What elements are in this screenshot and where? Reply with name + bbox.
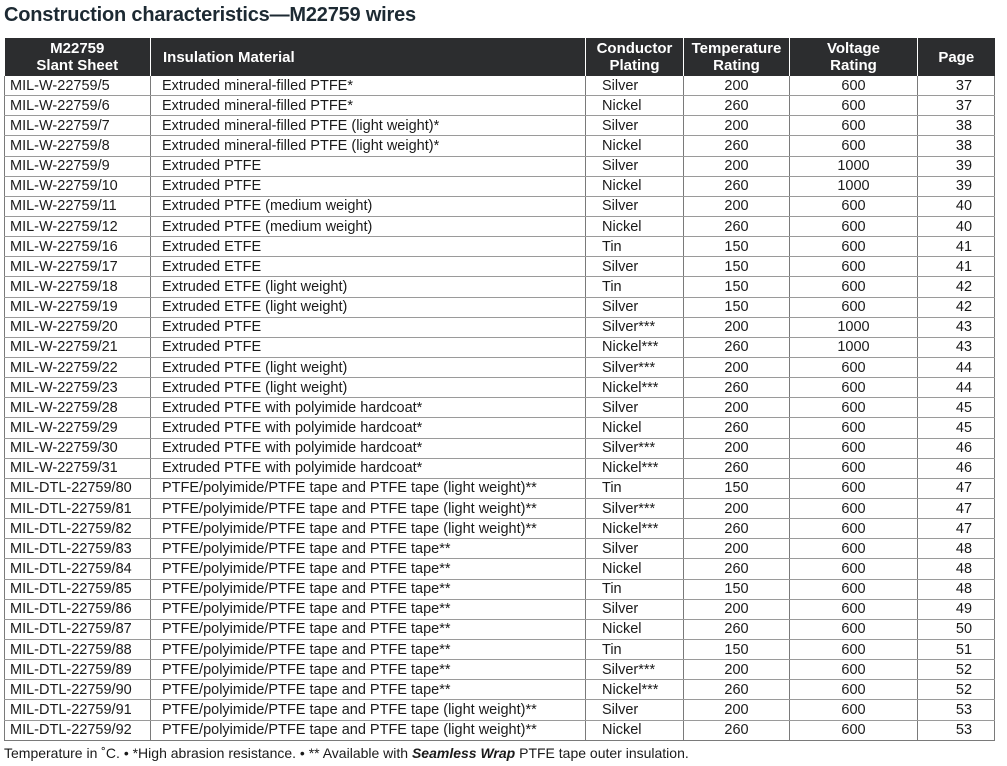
page-cell: 45 — [918, 418, 995, 438]
temperature-rating-cell: 260 — [684, 136, 790, 156]
slant-sheet-cell: MIL-W-22759/21 — [5, 337, 151, 357]
slant-sheet-cell: MIL-DTL-22759/92 — [5, 720, 151, 740]
header-plating-line1: Conductor — [596, 40, 673, 57]
page-cell: 46 — [918, 438, 995, 458]
conductor-plating-cell: Silver — [586, 257, 684, 277]
conductor-plating-cell: Nickel — [586, 216, 684, 236]
insulation-material-cell: Extruded PTFE with polyimide hardcoat* — [151, 418, 586, 438]
slant-sheet-cell: MIL-W-22759/18 — [5, 277, 151, 297]
table-row — [5, 720, 995, 740]
insulation-material-cell: Extruded PTFE (light weight) — [151, 378, 586, 398]
slant-sheet-cell: MIL-DTL-22759/88 — [5, 639, 151, 659]
table-row — [5, 196, 995, 216]
slant-sheet-cell: MIL-W-22759/7 — [5, 116, 151, 136]
page-cell: 52 — [918, 680, 995, 700]
table-row — [5, 579, 995, 599]
table-row — [5, 136, 995, 156]
conductor-plating-cell: Silver — [586, 196, 684, 216]
slant-sheet-cell: MIL-W-22759/23 — [5, 378, 151, 398]
page-title: Construction characteristics—M22759 wires — [4, 4, 416, 26]
insulation-material-cell: Extruded PTFE — [151, 337, 586, 357]
temperature-rating-cell: 150 — [684, 639, 790, 659]
insulation-material-cell: PTFE/polyimide/PTFE tape and PTFE tape** — [151, 680, 586, 700]
page-cell: 47 — [918, 478, 995, 498]
page-cell: 40 — [918, 196, 995, 216]
temperature-rating-cell: 200 — [684, 438, 790, 458]
voltage-rating-cell: 600 — [790, 216, 918, 236]
insulation-material-cell: Extruded mineral-filled PTFE (light weight)* — [151, 136, 586, 156]
voltage-rating-cell: 600 — [790, 398, 918, 418]
header-voltage-rating — [790, 38, 918, 76]
construction-table — [4, 38, 995, 741]
voltage-rating-cell: 1000 — [790, 156, 918, 176]
conductor-plating-cell: Silver — [586, 76, 684, 96]
page-cell: 53 — [918, 700, 995, 720]
slant-sheet-cell: MIL-W-22759/28 — [5, 398, 151, 418]
slant-sheet-cell: MIL-W-22759/31 — [5, 458, 151, 478]
conductor-plating-cell: Nickel*** — [586, 680, 684, 700]
table-row — [5, 116, 995, 136]
table-row — [5, 398, 995, 418]
slant-sheet-cell: MIL-DTL-22759/86 — [5, 599, 151, 619]
temperature-rating-cell: 260 — [684, 337, 790, 357]
insulation-material-cell: Extruded PTFE with polyimide hardcoat* — [151, 438, 586, 458]
page-cell: 45 — [918, 398, 995, 418]
table-row — [5, 96, 995, 116]
voltage-rating-cell: 600 — [790, 579, 918, 599]
page-cell: 48 — [918, 579, 995, 599]
voltage-rating-cell: 600 — [790, 559, 918, 579]
table-row — [5, 418, 995, 438]
page-cell: 40 — [918, 216, 995, 236]
conductor-plating-cell: Nickel — [586, 619, 684, 639]
conductor-plating-cell: Tin — [586, 579, 684, 599]
insulation-material-cell: Extruded mineral-filled PTFE* — [151, 96, 586, 116]
slant-sheet-cell: MIL-W-22759/16 — [5, 237, 151, 257]
table-row — [5, 76, 995, 96]
page-cell: 48 — [918, 559, 995, 579]
insulation-material-cell: PTFE/polyimide/PTFE tape and PTFE tape (light weight)** — [151, 478, 586, 498]
insulation-material-cell: Extruded PTFE — [151, 317, 586, 337]
table-row — [5, 519, 995, 539]
conductor-plating-cell: Nickel — [586, 176, 684, 196]
temperature-rating-cell: 260 — [684, 96, 790, 116]
table-row — [5, 317, 995, 337]
temperature-rating-cell: 150 — [684, 237, 790, 257]
table-row — [5, 257, 995, 277]
conductor-plating-cell: Nickel*** — [586, 337, 684, 357]
conductor-plating-cell: Silver*** — [586, 660, 684, 680]
temperature-rating-cell: 260 — [684, 378, 790, 398]
table-row — [5, 559, 995, 579]
conductor-plating-cell: Nickel — [586, 559, 684, 579]
insulation-material-cell: Extruded PTFE with polyimide hardcoat* — [151, 458, 586, 478]
voltage-rating-cell: 600 — [790, 438, 918, 458]
conductor-plating-cell: Tin — [586, 639, 684, 659]
conductor-plating-cell: Nickel*** — [586, 519, 684, 539]
slant-sheet-cell: MIL-W-22759/29 — [5, 418, 151, 438]
page-cell: 50 — [918, 619, 995, 639]
voltage-rating-cell: 1000 — [790, 337, 918, 357]
temperature-rating-cell: 200 — [684, 196, 790, 216]
table-row — [5, 700, 995, 720]
table-row — [5, 438, 995, 458]
table-row — [5, 337, 995, 357]
table-row — [5, 216, 995, 236]
table-row — [5, 458, 995, 478]
table-row — [5, 680, 995, 700]
voltage-rating-cell: 600 — [790, 599, 918, 619]
header-page: Page — [918, 38, 995, 76]
voltage-rating-cell: 600 — [790, 478, 918, 498]
slant-sheet-cell: MIL-W-22759/6 — [5, 96, 151, 116]
conductor-plating-cell: Silver — [586, 700, 684, 720]
slant-sheet-cell: MIL-DTL-22759/84 — [5, 559, 151, 579]
conductor-plating-cell: Nickel — [586, 136, 684, 156]
slant-sheet-cell: MIL-DTL-22759/85 — [5, 579, 151, 599]
slant-sheet-cell: MIL-W-22759/10 — [5, 176, 151, 196]
header-temperature-rating — [684, 38, 790, 76]
insulation-material-cell: Extruded PTFE — [151, 176, 586, 196]
conductor-plating-cell: Nickel — [586, 720, 684, 740]
page-cell: 47 — [918, 519, 995, 539]
header-temperature-line1: Temperature — [691, 40, 782, 57]
insulation-material-cell: PTFE/polyimide/PTFE tape and PTFE tape (light weight)** — [151, 720, 586, 740]
temperature-rating-cell: 260 — [684, 720, 790, 740]
voltage-rating-cell: 600 — [790, 498, 918, 518]
slant-sheet-cell: MIL-DTL-22759/90 — [5, 680, 151, 700]
insulation-material-cell: Extruded ETFE — [151, 257, 586, 277]
slant-sheet-cell: MIL-W-22759/12 — [5, 216, 151, 236]
insulation-material-cell: PTFE/polyimide/PTFE tape and PTFE tape** — [151, 619, 586, 639]
page-cell: 44 — [918, 378, 995, 398]
table-header-row — [5, 38, 995, 76]
header-slant-line1: M22759 — [50, 40, 105, 57]
table-body — [5, 76, 995, 740]
slant-sheet-cell: MIL-W-22759/11 — [5, 196, 151, 216]
temperature-rating-cell: 200 — [684, 660, 790, 680]
temperature-rating-cell: 260 — [684, 559, 790, 579]
temperature-rating-cell: 150 — [684, 257, 790, 277]
header-temperature-line2: Rating — [713, 57, 760, 74]
footnote-emphasis: Seamless Wrap — [411, 745, 516, 761]
page-cell: 48 — [918, 539, 995, 559]
table-row — [5, 297, 995, 317]
temperature-rating-cell: 260 — [684, 680, 790, 700]
voltage-rating-cell: 600 — [790, 458, 918, 478]
header-insulation-material: Insulation Material — [151, 38, 586, 76]
insulation-material-cell: Extruded PTFE with polyimide hardcoat* — [151, 398, 586, 418]
temperature-rating-cell: 260 — [684, 216, 790, 236]
voltage-rating-cell: 600 — [790, 76, 918, 96]
temperature-rating-cell: 150 — [684, 579, 790, 599]
temperature-rating-cell: 150 — [684, 478, 790, 498]
conductor-plating-cell: Silver — [586, 297, 684, 317]
insulation-material-cell: PTFE/polyimide/PTFE tape and PTFE tape (light weight)** — [151, 519, 586, 539]
voltage-rating-cell: 1000 — [790, 176, 918, 196]
temperature-rating-cell: 200 — [684, 317, 790, 337]
temperature-rating-cell: 260 — [684, 458, 790, 478]
page-cell: 47 — [918, 498, 995, 518]
slant-sheet-cell: MIL-DTL-22759/83 — [5, 539, 151, 559]
insulation-material-cell: PTFE/polyimide/PTFE tape and PTFE tape (light weight)** — [151, 498, 586, 518]
voltage-rating-cell: 600 — [790, 539, 918, 559]
conductor-plating-cell: Silver*** — [586, 357, 684, 377]
voltage-rating-cell: 600 — [790, 357, 918, 377]
table-row — [5, 639, 995, 659]
voltage-rating-cell: 600 — [790, 237, 918, 257]
conductor-plating-cell: Silver — [586, 116, 684, 136]
page-cell: 52 — [918, 660, 995, 680]
page-cell: 43 — [918, 317, 995, 337]
page-cell: 46 — [918, 458, 995, 478]
insulation-material-cell: Extruded ETFE (light weight) — [151, 297, 586, 317]
temperature-rating-cell: 260 — [684, 519, 790, 539]
conductor-plating-cell: Nickel*** — [586, 378, 684, 398]
insulation-material-cell: Extruded mineral-filled PTFE* — [151, 76, 586, 96]
conductor-plating-cell: Nickel*** — [586, 458, 684, 478]
voltage-rating-cell: 600 — [790, 519, 918, 539]
temperature-rating-cell: 200 — [684, 116, 790, 136]
header-conductor-plating — [586, 38, 684, 76]
page-cell: 38 — [918, 136, 995, 156]
table-row — [5, 237, 995, 257]
table-row — [5, 277, 995, 297]
page-cell: 39 — [918, 156, 995, 176]
page-cell: 51 — [918, 639, 995, 659]
page-cell: 42 — [918, 277, 995, 297]
slant-sheet-cell: MIL-DTL-22759/80 — [5, 478, 151, 498]
page-cell: 41 — [918, 237, 995, 257]
voltage-rating-cell: 600 — [790, 700, 918, 720]
header-slant-sheet — [5, 38, 151, 76]
temperature-rating-cell: 200 — [684, 498, 790, 518]
conductor-plating-cell: Nickel — [586, 96, 684, 116]
conductor-plating-cell: Silver — [586, 398, 684, 418]
slant-sheet-cell: MIL-DTL-22759/82 — [5, 519, 151, 539]
temperature-rating-cell: 200 — [684, 357, 790, 377]
page-cell: 53 — [918, 720, 995, 740]
header-plating-line2: Plating — [609, 57, 660, 74]
footnote-text-end: PTFE tape outer insulation. — [515, 745, 689, 761]
voltage-rating-cell: 600 — [790, 378, 918, 398]
temperature-rating-cell: 200 — [684, 76, 790, 96]
voltage-rating-cell: 600 — [790, 96, 918, 116]
voltage-rating-cell: 600 — [790, 116, 918, 136]
table-row — [5, 156, 995, 176]
voltage-rating-cell: 600 — [790, 680, 918, 700]
temperature-rating-cell: 200 — [684, 156, 790, 176]
temperature-rating-cell: 200 — [684, 398, 790, 418]
insulation-material-cell: PTFE/polyimide/PTFE tape and PTFE tape** — [151, 559, 586, 579]
insulation-material-cell: Extruded mineral-filled PTFE (light weight)* — [151, 116, 586, 136]
table-row — [5, 539, 995, 559]
page-cell: 37 — [918, 96, 995, 116]
voltage-rating-cell: 600 — [790, 136, 918, 156]
table-row — [5, 478, 995, 498]
voltage-rating-cell: 600 — [790, 418, 918, 438]
insulation-material-cell: Extruded PTFE (medium weight) — [151, 196, 586, 216]
slant-sheet-cell: MIL-W-22759/30 — [5, 438, 151, 458]
page-cell: 37 — [918, 76, 995, 96]
slant-sheet-cell: MIL-DTL-22759/91 — [5, 700, 151, 720]
conductor-plating-cell: Silver*** — [586, 498, 684, 518]
table-row — [5, 176, 995, 196]
insulation-material-cell: Extruded ETFE (light weight) — [151, 277, 586, 297]
slant-sheet-cell: MIL-DTL-22759/89 — [5, 660, 151, 680]
page-cell: 42 — [918, 297, 995, 317]
voltage-rating-cell: 600 — [790, 660, 918, 680]
table-row — [5, 498, 995, 518]
insulation-material-cell: PTFE/polyimide/PTFE tape and PTFE tape (light weight)** — [151, 700, 586, 720]
temperature-rating-cell: 260 — [684, 176, 790, 196]
insulation-material-cell: PTFE/polyimide/PTFE tape and PTFE tape** — [151, 579, 586, 599]
conductor-plating-cell: Silver — [586, 539, 684, 559]
page-cell: 38 — [918, 116, 995, 136]
temperature-rating-cell: 260 — [684, 619, 790, 639]
table-row — [5, 660, 995, 680]
slant-sheet-cell: MIL-W-22759/8 — [5, 136, 151, 156]
conductor-plating-cell: Silver*** — [586, 438, 684, 458]
table-row — [5, 619, 995, 639]
temperature-rating-cell: 200 — [684, 539, 790, 559]
slant-sheet-cell: MIL-DTL-22759/87 — [5, 619, 151, 639]
slant-sheet-cell: MIL-W-22759/5 — [5, 76, 151, 96]
header-voltage-line2: Rating — [830, 57, 877, 74]
conductor-plating-cell: Tin — [586, 478, 684, 498]
conductor-plating-cell: Tin — [586, 277, 684, 297]
slant-sheet-cell: MIL-W-22759/19 — [5, 297, 151, 317]
page-cell: 39 — [918, 176, 995, 196]
insulation-material-cell: PTFE/polyimide/PTFE tape and PTFE tape** — [151, 539, 586, 559]
voltage-rating-cell: 600 — [790, 720, 918, 740]
conductor-plating-cell: Nickel — [586, 418, 684, 438]
voltage-rating-cell: 600 — [790, 196, 918, 216]
conductor-plating-cell: Silver — [586, 156, 684, 176]
voltage-rating-cell: 600 — [790, 619, 918, 639]
page-cell: 44 — [918, 357, 995, 377]
insulation-material-cell: Extruded ETFE — [151, 237, 586, 257]
table-row — [5, 378, 995, 398]
slant-sheet-cell: MIL-W-22759/20 — [5, 317, 151, 337]
voltage-rating-cell: 600 — [790, 639, 918, 659]
conductor-plating-cell: Silver*** — [586, 317, 684, 337]
temperature-rating-cell: 200 — [684, 700, 790, 720]
header-voltage-line1: Voltage — [826, 40, 881, 57]
conductor-plating-cell: Tin — [586, 237, 684, 257]
voltage-rating-cell: 600 — [790, 277, 918, 297]
table-row — [5, 599, 995, 619]
voltage-rating-cell: 1000 — [790, 317, 918, 337]
page-cell: 43 — [918, 337, 995, 357]
page-cell: 41 — [918, 257, 995, 277]
temperature-rating-cell: 150 — [684, 277, 790, 297]
insulation-material-cell: PTFE/polyimide/PTFE tape and PTFE tape** — [151, 660, 586, 680]
slant-sheet-cell: MIL-W-22759/9 — [5, 156, 151, 176]
temperature-rating-cell: 260 — [684, 418, 790, 438]
insulation-material-cell: PTFE/polyimide/PTFE tape and PTFE tape** — [151, 639, 586, 659]
slant-sheet-cell: MIL-DTL-22759/81 — [5, 498, 151, 518]
voltage-rating-cell: 600 — [790, 297, 918, 317]
insulation-material-cell: Extruded PTFE (medium weight) — [151, 216, 586, 236]
header-slant-line2: Slant Sheet — [36, 57, 119, 74]
temperature-rating-cell: 150 — [684, 297, 790, 317]
table-row — [5, 357, 995, 377]
insulation-material-cell: Extruded PTFE (light weight) — [151, 357, 586, 377]
conductor-plating-cell: Silver — [586, 599, 684, 619]
slant-sheet-cell: MIL-W-22759/22 — [5, 357, 151, 377]
voltage-rating-cell: 600 — [790, 257, 918, 277]
insulation-material-cell: Extruded PTFE — [151, 156, 586, 176]
insulation-material-cell: PTFE/polyimide/PTFE tape and PTFE tape** — [151, 599, 586, 619]
footnote — [4, 745, 689, 761]
footnote-text: Temperature in ˚C. • *High abrasion resistance. • ** Available with — [4, 745, 412, 761]
page-cell: 49 — [918, 599, 995, 619]
temperature-rating-cell: 200 — [684, 599, 790, 619]
slant-sheet-cell: MIL-W-22759/17 — [5, 257, 151, 277]
